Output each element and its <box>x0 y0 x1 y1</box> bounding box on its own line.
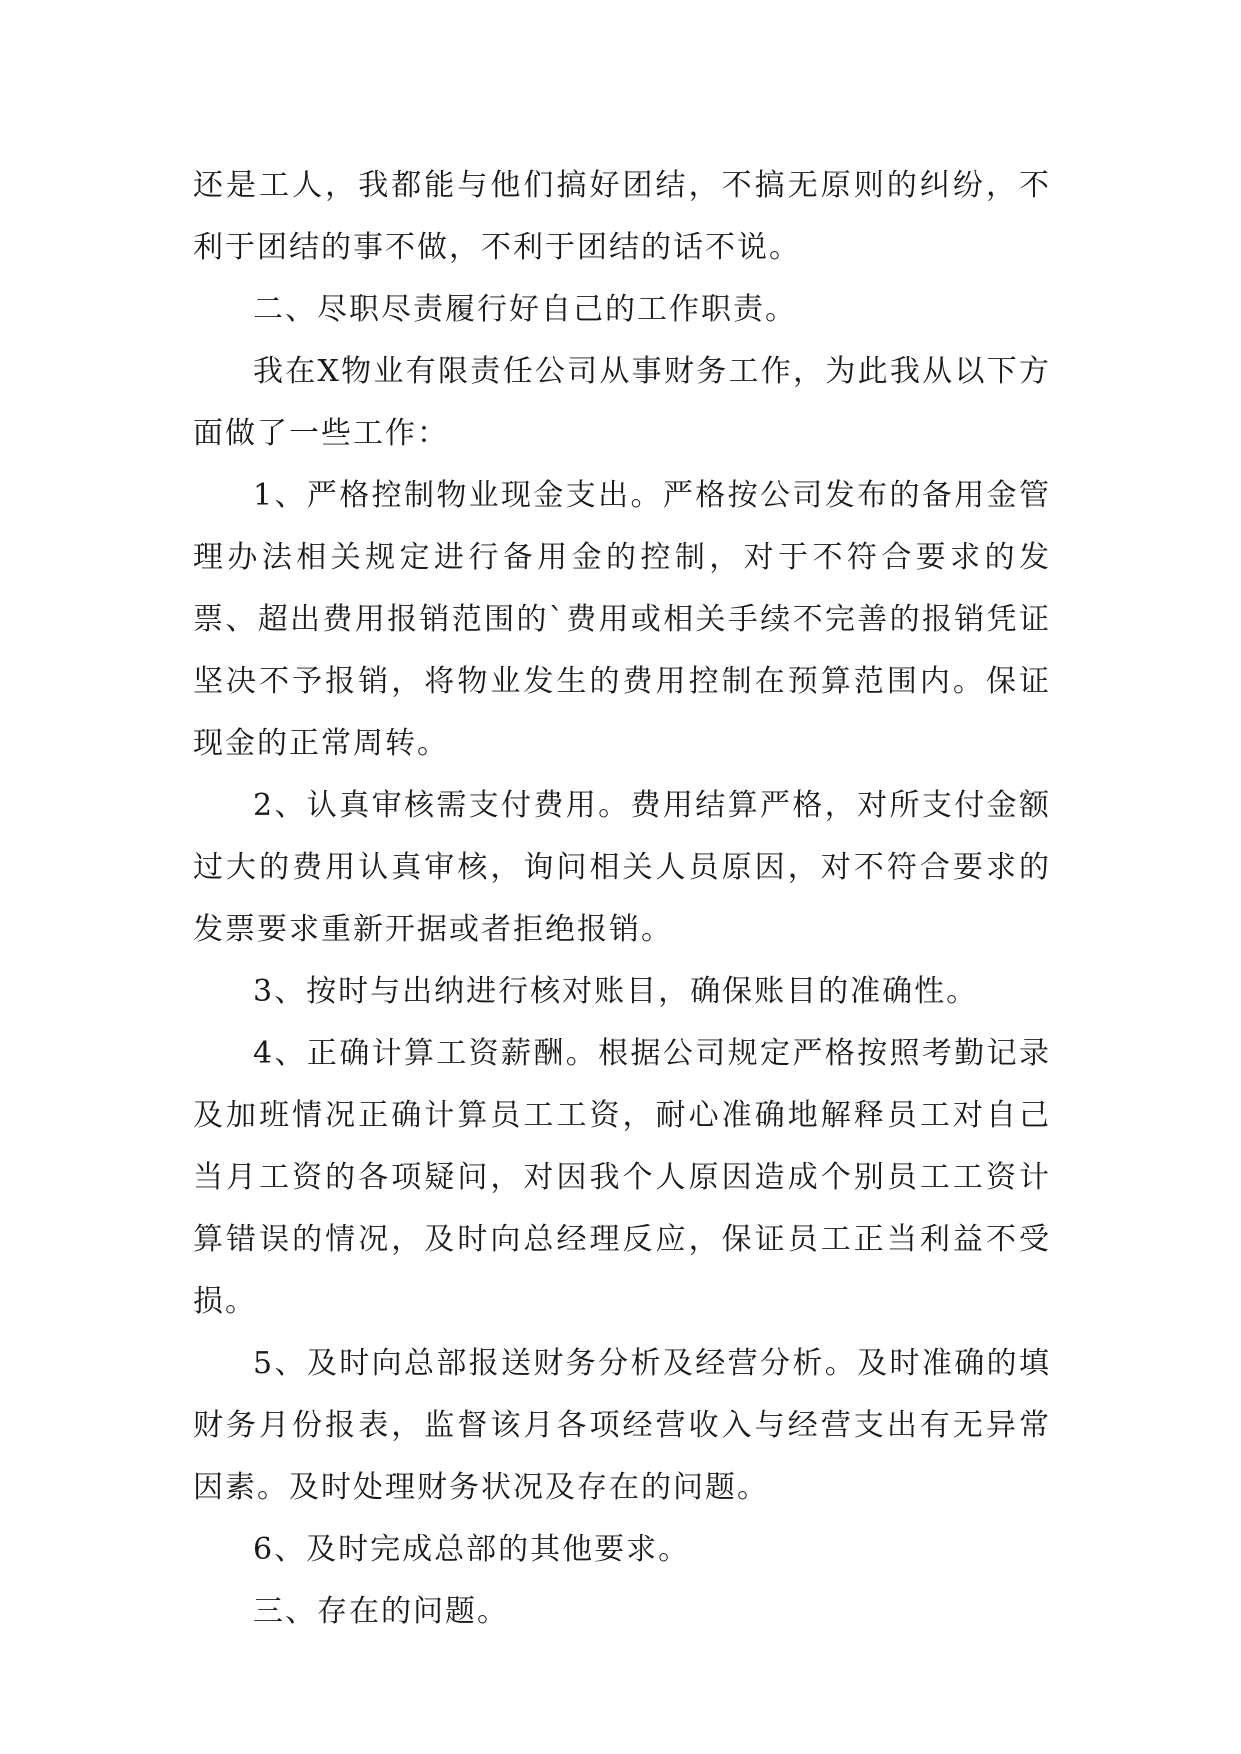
paragraph-continuation: 还是工人，我都能与他们搞好团结，不搞无原则的纠纷，不利于团结的事不做，不利于团结的话不说。 <box>193 168 1051 265</box>
paragraph-intro: 我在X物业有限责任公司从事财务工作，为此我从以下方面做了一些工作： <box>193 354 1051 451</box>
list-item-6: 6、及时完成总部的其他要求。 <box>253 1532 691 1567</box>
list-item-3: 3、按时与出纳进行核对账目，确保账目的准确性。 <box>253 974 979 1009</box>
list-item-2: 2、认真审核需支付费用。费用结算严格，对所支付金额过大的费用认真审核，询问相关人员原因，对不符合要求的发票要求重新开据或者拒绝报销。 <box>193 788 1051 947</box>
section-heading-2: 二、尽职尽责履行好自己的工作职责。 <box>253 292 797 327</box>
list-item-1: 1、严格控制物业现金支出。严格按公司发布的备用金管理办法相关规定进行备用金的控制，对于不符合要求的发票、超出费用报销范围的`费用或相关手续不完善的报销凭证坚决不予报销，将物业发生的费用控制在预算范围内。保证现金的正常周转。 <box>193 478 1051 761</box>
document-body <box>193 155 1051 1643</box>
list-item-5: 5、及时向总部报送财务分析及经营分析。及时准确的填财务月份报表，监督该月各项经营收入与经营支出有无异常因素。及时处理财务状况及存在的问题。 <box>193 1346 1051 1505</box>
section-heading-3: 三、存在的问题。 <box>253 1594 509 1629</box>
list-item-4: 4、正确计算工资薪酬。根据公司规定严格按照考勤记录及加班情况正确计算员工工资，耐心准确地解释员工对自己当月工资的各项疑问，对因我个人原因造成个别员工工资计算错误的情况，及时向总经理反应，保证员工正当利益不受损。 <box>193 1036 1051 1319</box>
